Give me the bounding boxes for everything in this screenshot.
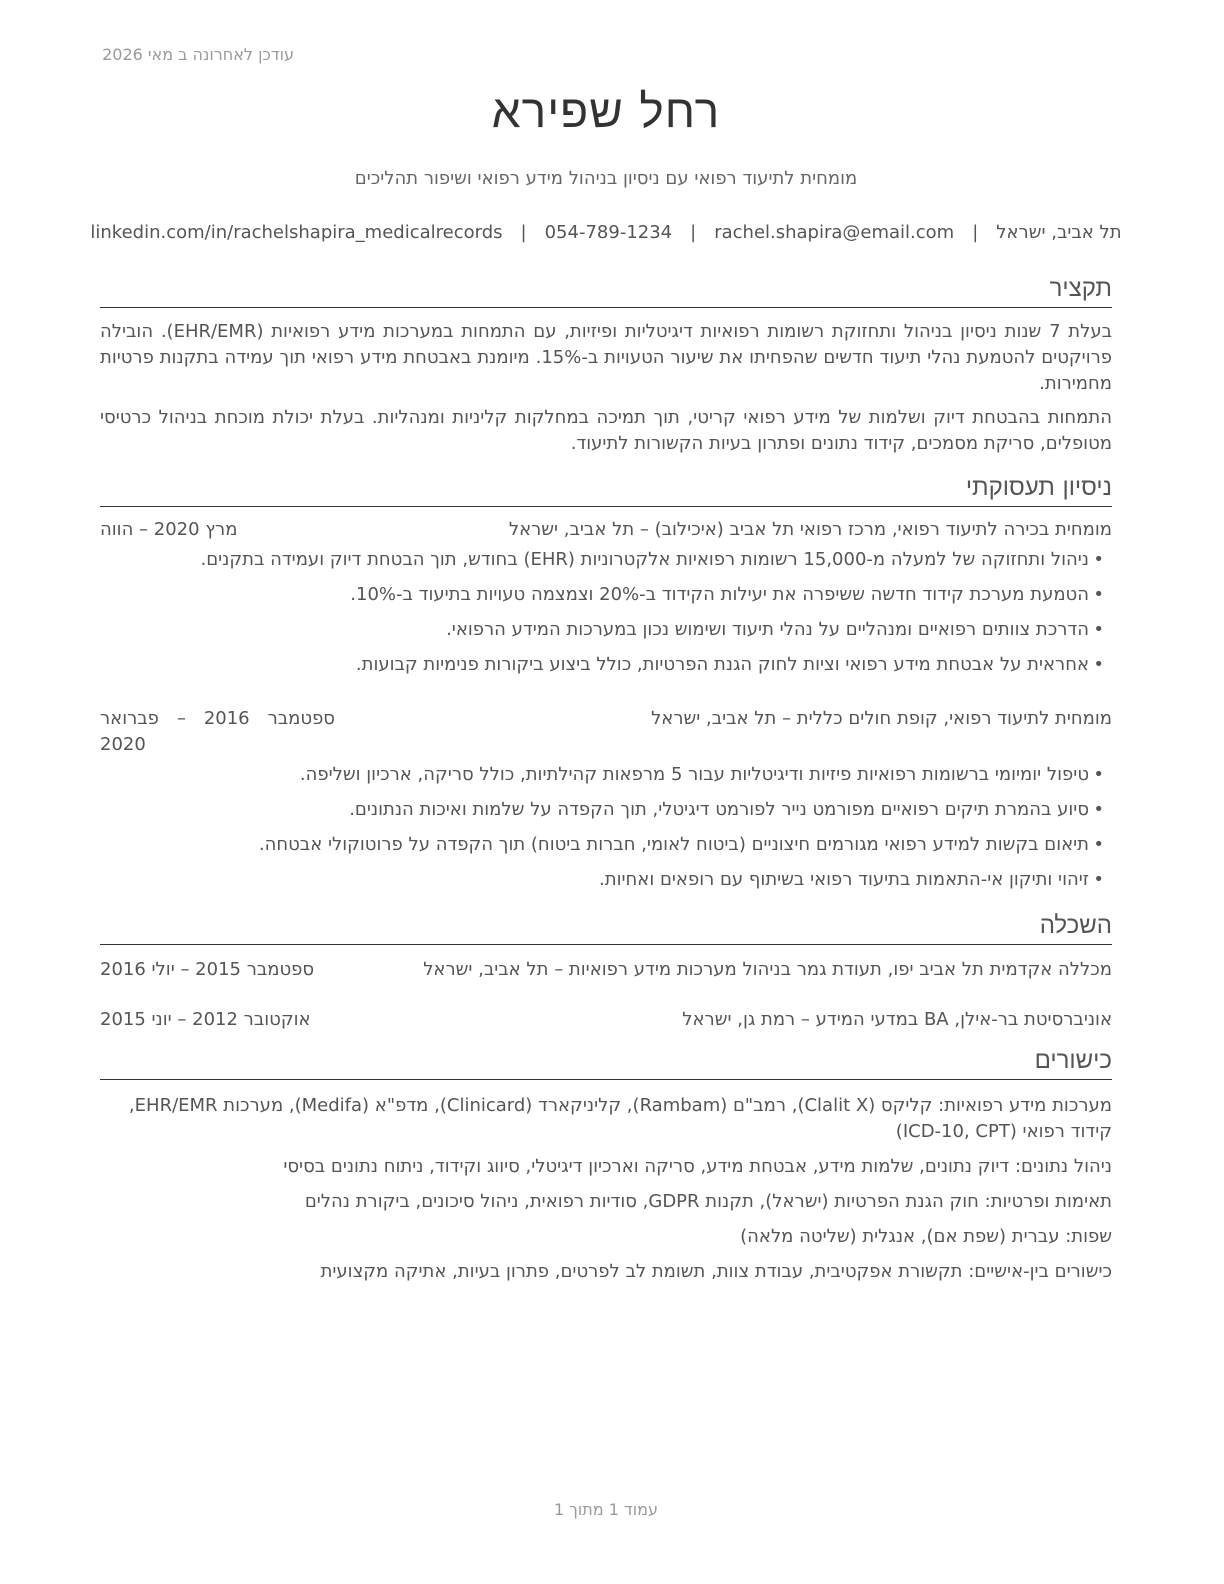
job-bullets [100,762,1112,902]
contact-separator: | [520,222,527,243]
summary-heading: תקציר [100,273,1112,308]
job-dates: מרץ 2020 – הווה [100,519,238,540]
headline: מומחית לתיעוד רפואי עם ניסיון בניהול מידע רפואי ושיפור תהליכים [354,168,858,189]
resume-page [90,0,1122,1584]
skill-item: תאימות ופרטיות: חוק הגנת הפרטיות (ישראל), תקנות GDPR, סודיות רפואית, ניהול סיכונים, ביקורת נהלים [304,1191,1112,1212]
contact-info [90,222,1122,243]
skill-item: ניהול נתונים: דיוק נתונים, שלמות מידע, אבטחת מידע, סריקה וארכיון דיגיטלי, סיווג וקידוד, ניתוח נתונים בסיסי [283,1156,1112,1177]
job-header [100,517,1112,543]
last-updated: עודכן לאחרונה ב מאי 2026 [102,45,294,64]
experience-heading: ניסיון תעסוקתי [100,472,1112,507]
education-title: מכללה אקדמית תל אביב יפו, תעודת גמר בניהול מערכות מידע רפואיות – תל אביב, ישראל [423,959,1112,980]
job-title: מומחית בכירה לתיעוד רפואי, מרכז רפואי תל אביב (איכילוב) – תל אביב, ישראל [508,519,1112,540]
list-item: • טיפול יומיומי ברשומות רפואיות פיזיות ודיגיטליות עבור 5 מרפאות קהילתיות, כולל סריקה, ארכיון ושליפה. [100,762,1104,797]
skill-item: מערכות מידע רפואיות: קליקס (Clalit X), רמב"ם (Rambam), קליניקארד (Clinicard), מדפ"א (Medifa), מערכות EHR/EMR, קידוד רפואי (ICD-10, CPT) [128,1095,1112,1142]
contact-separator: | [972,222,979,243]
list-item: • סיוע בהמרת תיקים רפואיים מפורמט נייר לפורמט דיגיטלי, תוך הקפדה על שלמות ואיכות הנתונים. [100,797,1104,832]
job-bullets [100,547,1112,687]
skills-heading: כישורים [100,1045,1112,1080]
contact-separator: | [690,222,697,243]
list-item: • זיהוי ותיקון אי-התאמות בתיעוד רפואי בשיתוף עם רופאים ואחיות. [100,867,1104,902]
list-item: • ניהול ותחזוקה של למעלה מ-15,000 רשומות רפואיות אלקטרוניות (EHR) בחודש, תוך הבטחת דיוק ועמידה בתקנים. [100,547,1104,582]
summary-paragraph: בעלת 7 שנות ניסיון בניהול ותחזוקת רשומות רפואיות דיגיטליות ופיזיות, עם התמחות במערכות מידע רפואיות (EHR/EMR). הובילה פרויקטים להטמעת נהלי תיעוד חדשים שהפחיתו את שיעור הטעויות ב-15%. מיומנת באבטחת מידע רפואי תוך עמידה בתקנות פרטיות מחמירות. [100,321,1112,394]
job-header [100,706,1112,758]
job-title: מומחית לתיעוד רפואי, קופת חולים כללית – תל אביב, ישראל [651,708,1112,729]
contact-email[interactable]: rachel.shapira@email.com [714,222,955,243]
education-title: אוניברסיטת בר-אילן, BA במדעי המידע – רמת גן, ישראל [682,1009,1112,1030]
summary-paragraph: התמחות בהבטחת דיוק ושלמות של מידע רפואי קריטי, תוך תמיכה במחלקות קליניות ומנהליות. בעלת יכולת מוכחת בניהול כרטיסי מטופלים, סריקת מסמכים, קידוד נתונים ופתרון בעיות הקשורות לתיעוד. [100,407,1112,454]
education-entry [100,1007,1112,1033]
education-dates: ספטמבר 2015 – יולי 2016 [100,959,315,980]
education-dates: אוקטובר 2012 – יוני 2015 [100,1009,311,1030]
list-item: • אחראית על אבטחת מידע רפואי וציות לחוק הגנת הפרטיות, כולל ביצוע ביקורות פנימיות קבועות. [100,652,1104,687]
skills-list [100,1093,1112,1294]
education-entry [100,957,1112,983]
contact-phone[interactable]: 054-789-1234 [544,222,673,243]
skill-item: שפות: עברית (שפת אם), אנגלית (שליטה מלאה) [740,1226,1112,1247]
job-dates: ספטמבר 2016 – פברואר 2020 [100,708,335,755]
candidate-name: רחל שפירא [491,84,721,138]
contact-location: תל אביב, ישראל [996,222,1122,243]
list-item: • הדרכת צוותים רפואיים ומנהליים על נהלי תיעוד ושימוש נכון במערכות המידע הרפואי. [100,617,1104,652]
education-heading: השכלה [100,910,1112,945]
list-item: • הטמעת מערכת קידוד חדשה ששיפרה את יעילות הקידוד ב-20% וצמצמה טעויות בתיעוד ב-10%. [100,582,1104,617]
contact-linkedin[interactable]: linkedin.com/in/rachelshapira_medicalrecords [90,222,503,243]
page-number: עמוד 1 מתוך 1 [554,1500,658,1519]
list-item: • תיאום בקשות למידע רפואי מגורמים חיצוניים (ביטוח לאומי, חברות ביטוח) תוך הקפדה על פרוטוקולי אבטחה. [100,832,1104,867]
skill-item: כישורים בין-אישיים: תקשורת אפקטיבית, עבודת צוות, תשומת לב לפרטים, פתרון בעיות, אתיקה מקצועית [320,1261,1112,1282]
